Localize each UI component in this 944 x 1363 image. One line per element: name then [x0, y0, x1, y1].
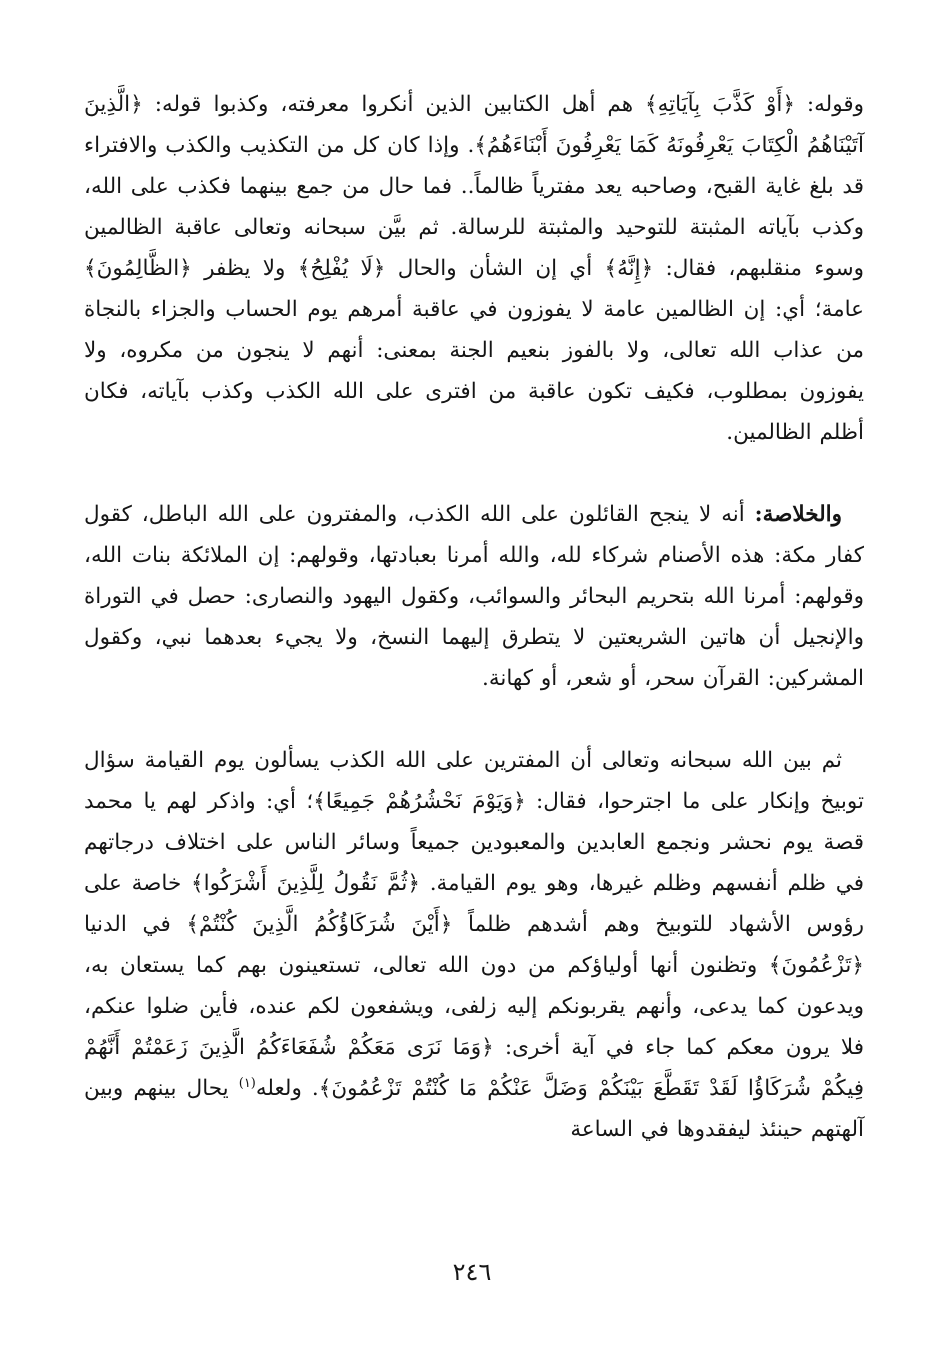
footnote-marker: (١)	[238, 1075, 256, 1091]
explanation-text: ثم بين الله سبحانه وتعالى أن المفترين على الله الكذب يسألون يوم القيامة سؤال توبيخ وإنكار على ما اجترحوا، فقال: ﴿وَيَوْمَ نَحْشُرُهُمْ جَمِيعًا﴾؛ أي: واذكر لهم يا محمد قصة يوم نحشر ونجمع العابدين والمعبودين جميعاً وسائر الناس على اختلاف درجاتهم في ظلم أنفسهم وظلم غيرها، وهو يوم القيامة. ﴿ثُمَّ نَقُولُ لِلَّذِينَ أَشْرَكُوا﴾ خاصة على رؤوس الأشهاد للتوبيخ وهم أشدهم ظلماً ﴿أَيْنَ شُرَكَاؤُكُمُ الَّذِينَ كُنْتُمْ﴾ في الدنيا ﴿تَزْعُمُونَ﴾ وتظنون أنها أولياؤكم من دون الله تعالى، تستعينون بهم كما يستعان به، ويدعون كما يدعى، وأنهم يقربونكم إليه زلفى، ويشفعون لكم عنده، فأين ضلوا عنكم، فلا يرون معكم كما جاء في آية أخرى: ﴿وَمَا نَرَى مَعَكُمْ شُفَعَاءَكُمُ الَّذِينَ زَعَمْتُمْ أَنَّهُمْ فِيكُمْ شُرَكَاؤُا لَقَدْ تَقَطَّعَ بَيْنَكُمْ وَضَلَّ عَنْكُمْ مَا كُنْتُمْ تَزْعُمُونَ﴾. ولعله	[84, 748, 864, 1101]
paragraph-explanation	[84, 740, 864, 1150]
explanation-text-end: يحال بينهم وبين آلهتهم حينئذ ليفقدوها في الساعة	[84, 1076, 864, 1142]
paragraph-summary	[84, 494, 864, 699]
paragraph-gap	[84, 453, 864, 494]
paragraph-commentary: وقوله: ﴿أَوْ كَذَّبَ بِآيَاتِهِ﴾ هم أهل الكتابين الذين أنكروا معرفته، وكذبوا قوله: ﴿الَّذِينَ آتَيْنَاهُمُ الْكِتَابَ يَعْرِفُونَهُ كَمَا يَعْرِفُونَ أَبْنَاءَهُمُ﴾. وإذا كان كل من التكذيب والكذب والافتراء قد بلغ غاية القبح، وصاحبه يعد مفترياً ظالماً.. فما حال من جمع بينهما فكذب على الله، وكذب بآياته المثبتة للتوحيد والمثبتة للرسالة. ثم بيَّن سبحانه وتعالى عاقبة الظالمين وسوء منقلبهم، فقال: ﴿إِنَّهُ﴾ أي إن الشأن والحال ﴿لَا يُفْلِحُ﴾ ولا يظفر ﴿الظَّالِمُونَ﴾ عامة؛ أي: إن الظالمين عامة لا يفوزون في عاقبة أمرهم يوم الحساب والجزاء بالنجاة من عذاب الله تعالى، ولا بالفوز بنعيم الجنة بمعنى: أنهم لا ينجون من مكروه، ولا يفوزون بمطلوب، فكيف تكون عاقبة من افترى على الله الكذب وكذب بآياته، فكان أظلم الظالمين.	[84, 92, 864, 445]
summary-text: أنه لا ينجح القائلون على الله الكذب، والمفترون على الله الباطل، كقول كفار مكة: هذه الأصنام شركاء لله، والله أمرنا بعبادتها، وقولهم: إن الملائكة بنات الله، وقولهم: أمرنا الله بتحريم البحائر والسوائب، وكقول اليهود والنصارى: حصل في التوراة والإنجيل أن هاتين الشريعتين لا يتطرق إليهما النسخ، ولا يجيء بعدهما نبي، وكقول المشركين: القرآن سحر، أو شعر، أو كهانة.	[84, 502, 864, 691]
paragraph-gap	[84, 699, 864, 740]
summary-lead: والخلاصة:	[754, 502, 842, 527]
page-number: ٢٤٦	[452, 1258, 492, 1286]
page-body	[84, 84, 864, 1304]
